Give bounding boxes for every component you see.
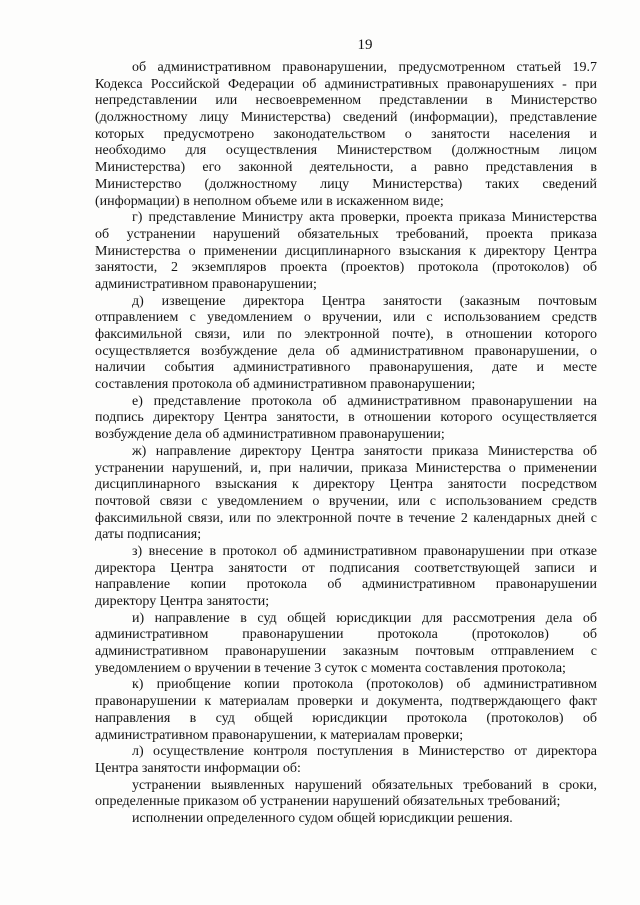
document-body [95, 60, 597, 828]
text-line: ж) направление директору Центра занятости приказа Министерства об [132, 443, 597, 459]
paragraph [95, 778, 597, 811]
text-line: устранении выявленных нарушений обязательных требований в сроки, [132, 777, 597, 793]
text-line: факсимильной связи, или по электронной почте), в отношении которого [95, 327, 597, 342]
text-line: об устранении нарушений обязательных требований, проекта приказа [95, 226, 597, 242]
text-line: з) внесение в протокол об административном правонарушении при отказе [132, 543, 597, 559]
paragraph [95, 677, 597, 744]
text-line: возбуждение дела об административном правонарушении; [95, 427, 445, 443]
text-line: л) осуществление контроля поступления в Министерство от директора [132, 744, 597, 760]
paragraph [95, 60, 597, 210]
paragraph [95, 210, 597, 293]
text-line: осуществляется возбуждение дела об административном правонарушении, о [95, 343, 597, 359]
text-line: дисциплинарного взыскания к директору Центра занятости посредством [95, 477, 597, 493]
text-line: административном правонарушении заказным почтовым отправлением с [95, 644, 597, 660]
text-line: направление копии протокола об административном правонарушении [95, 577, 597, 593]
text-line: к) приобщение копии протокола (протоколов) об административном [132, 677, 597, 693]
text-line: составления протокола об административном правонарушении; [95, 377, 476, 393]
text-line: направления в суд общей юрисдикции протокола (протоколов) об [95, 710, 597, 726]
text-line: Министерство (должностному лицу Министерства) таких сведений [95, 176, 597, 192]
text-line: г) представление Министру акта проверки, проекта приказа Министерства [132, 210, 597, 226]
text-line: отправлением с уведомлением о вручении, или с использованием средств [95, 310, 597, 326]
text-line: (должностному лицу Министерства) сведений (информации), представление [95, 110, 597, 126]
text-line: административном правонарушении протокола (протоколов) об [95, 627, 597, 643]
paragraph [95, 444, 597, 544]
text-line: исполнении определенного судом общей юрисдикции решения. [132, 810, 513, 826]
paragraph [95, 294, 597, 394]
text-line: занятости, 2 экземпляров проекта (проектов) протокола (протоколов) об [95, 260, 597, 276]
text-line: уведомлением о вручении в течение 3 суток с момента составления протокола; [95, 660, 566, 676]
text-line: необходимо для осуществления Министерством (должностным лицом [95, 143, 597, 159]
paragraph [95, 394, 597, 444]
text-line: Центра занятости информации об: [95, 760, 301, 776]
text-line: правонарушении к материалам проверки и документа, подтверждающего факт [95, 694, 597, 710]
text-line: наличии события административного правонарушения, дате и месте [95, 360, 597, 376]
text-line: (информации) в неполном объеме или в искаженном виде; [95, 193, 444, 209]
text-line: непредставлении или несвоевременном представлении в Министерство [95, 93, 597, 109]
text-line: об административном правонарушении, предусмотренном статьей 19.7 [132, 60, 597, 75]
text-line: административном правонарушении; [95, 276, 317, 292]
text-line: директора Центра занятости от подписания соответствующей записи и [95, 560, 597, 576]
text-line: устранении нарушений, и, при наличии, приказа Министерства о применении [95, 460, 597, 476]
paragraph [95, 611, 597, 678]
text-line: которых предусмотрено законодательством о занятости населения и [95, 126, 597, 142]
text-line: почтовой связи с уведомлением о вручении, или с использованием средств [95, 493, 597, 509]
text-line: административном правонарушении, к материалам проверки; [95, 727, 464, 743]
text-line: подпись директору Центра занятости, в отношении которого осуществляется [95, 410, 597, 426]
text-line: Министерства) его законной деятельности, а равно представления в [95, 160, 597, 176]
text-line: факсимильной связи, или по электронной почте в течение 2 календарных дней с [95, 510, 597, 526]
page-number: 19 [357, 37, 373, 53]
text-line: директору Центра занятости; [95, 594, 270, 609]
text-line: е) представление протокола об административном правонарушении на [132, 393, 597, 409]
paragraph [95, 544, 597, 611]
text-line: д) извещение директора Центра занятости (заказным почтовым [132, 293, 597, 309]
paragraph [95, 811, 597, 828]
text-line: Министерства о применении дисциплинарного взыскания к директору Центра [95, 243, 597, 259]
text-line: и) направление в суд общей юрисдикции для рассмотрения дела об [132, 610, 597, 626]
paragraph [95, 744, 597, 777]
text-line: Кодекса Российской Федерации об административных правонарушениях - при [95, 76, 597, 92]
text-line: определенные приказом об устранении нарушений обязательных требований; [95, 794, 561, 810]
text-line: даты подписания; [95, 527, 202, 543]
